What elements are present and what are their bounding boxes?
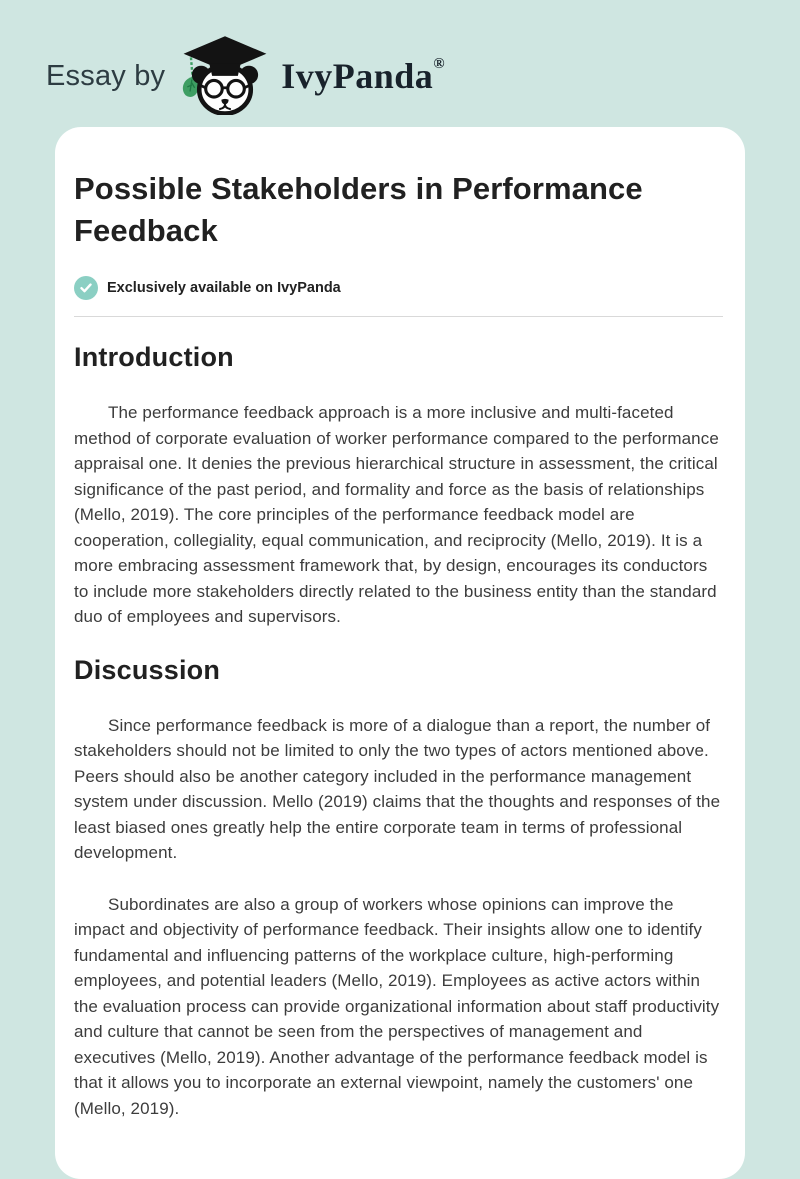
ivypanda-panda-logo-icon[interactable] — [179, 33, 271, 115]
brand-name: IvyPanda — [281, 56, 434, 96]
introduction-paragraph: The performance feedback approach is a more inclusive and multi-faceted method of corporate evaluation of worker performance compared to the performance appraisal one. It denies the previous hierarchical structure in assessment, the critical significance of the past period, and formality and force as the basis of relationships (Mello, 2019). The core principles of the performance feedback model are cooperation, collegiality, equal communication, and reciprocity (Mello, 2019). It is a more embracing assessment framework that, by design, encourages its conductors to include more stakeholders directly related to the business entity than the standard duo of employees and supervisors. — [74, 403, 719, 627]
registered-trademark-symbol: ® — [433, 56, 445, 72]
section-introduction — [74, 342, 723, 630]
discussion-heading: Discussion — [74, 654, 221, 685]
exclusive-badge-label: Exclusively available on IvyPanda — [107, 280, 341, 297]
exclusive-badge — [74, 276, 723, 300]
brand-wordmark[interactable] — [281, 58, 444, 94]
discussion-paragraph-1: Since performance feedback is more of a dialogue than a report, the number of stakeholders should not be limited to only the two types of actors mentioned above. Peers should also be another category included in the performance management system under discussion. Mello (2019) claims that the thoughts and responses of the least biased ones greatly help the entire corporate team in terms of professional development. — [74, 715, 721, 863]
site-header — [0, 0, 800, 118]
introduction-heading: Introduction — [74, 342, 234, 373]
page-title: Possible Stakeholders in Performance Feedback — [74, 171, 643, 249]
header-divider — [74, 316, 723, 317]
discussion-paragraph-2: Subordinates are also a group of workers whose opinions can improve the impact and objectivity of performance feedback. Their insights allow one to identify fundamental and influencing patterns of the workplace culture, high-performing employees, and potential leaders (Mello, 2019). Employees as active actors within the evaluation process can provide organizational information about staff productivity and culture that cannot be seen from the perspectives of management and executives (Mello, 2019). Another advantage of the performance feedback model is that it allows you to incorporate an external viewpoint, namely the customers' one (Mello, 2019). — [74, 894, 720, 1118]
checkmark-icon — [74, 276, 98, 300]
essay-card — [55, 127, 745, 1179]
section-discussion — [74, 655, 723, 1122]
essay-by-label: Essay by — [46, 59, 166, 92]
